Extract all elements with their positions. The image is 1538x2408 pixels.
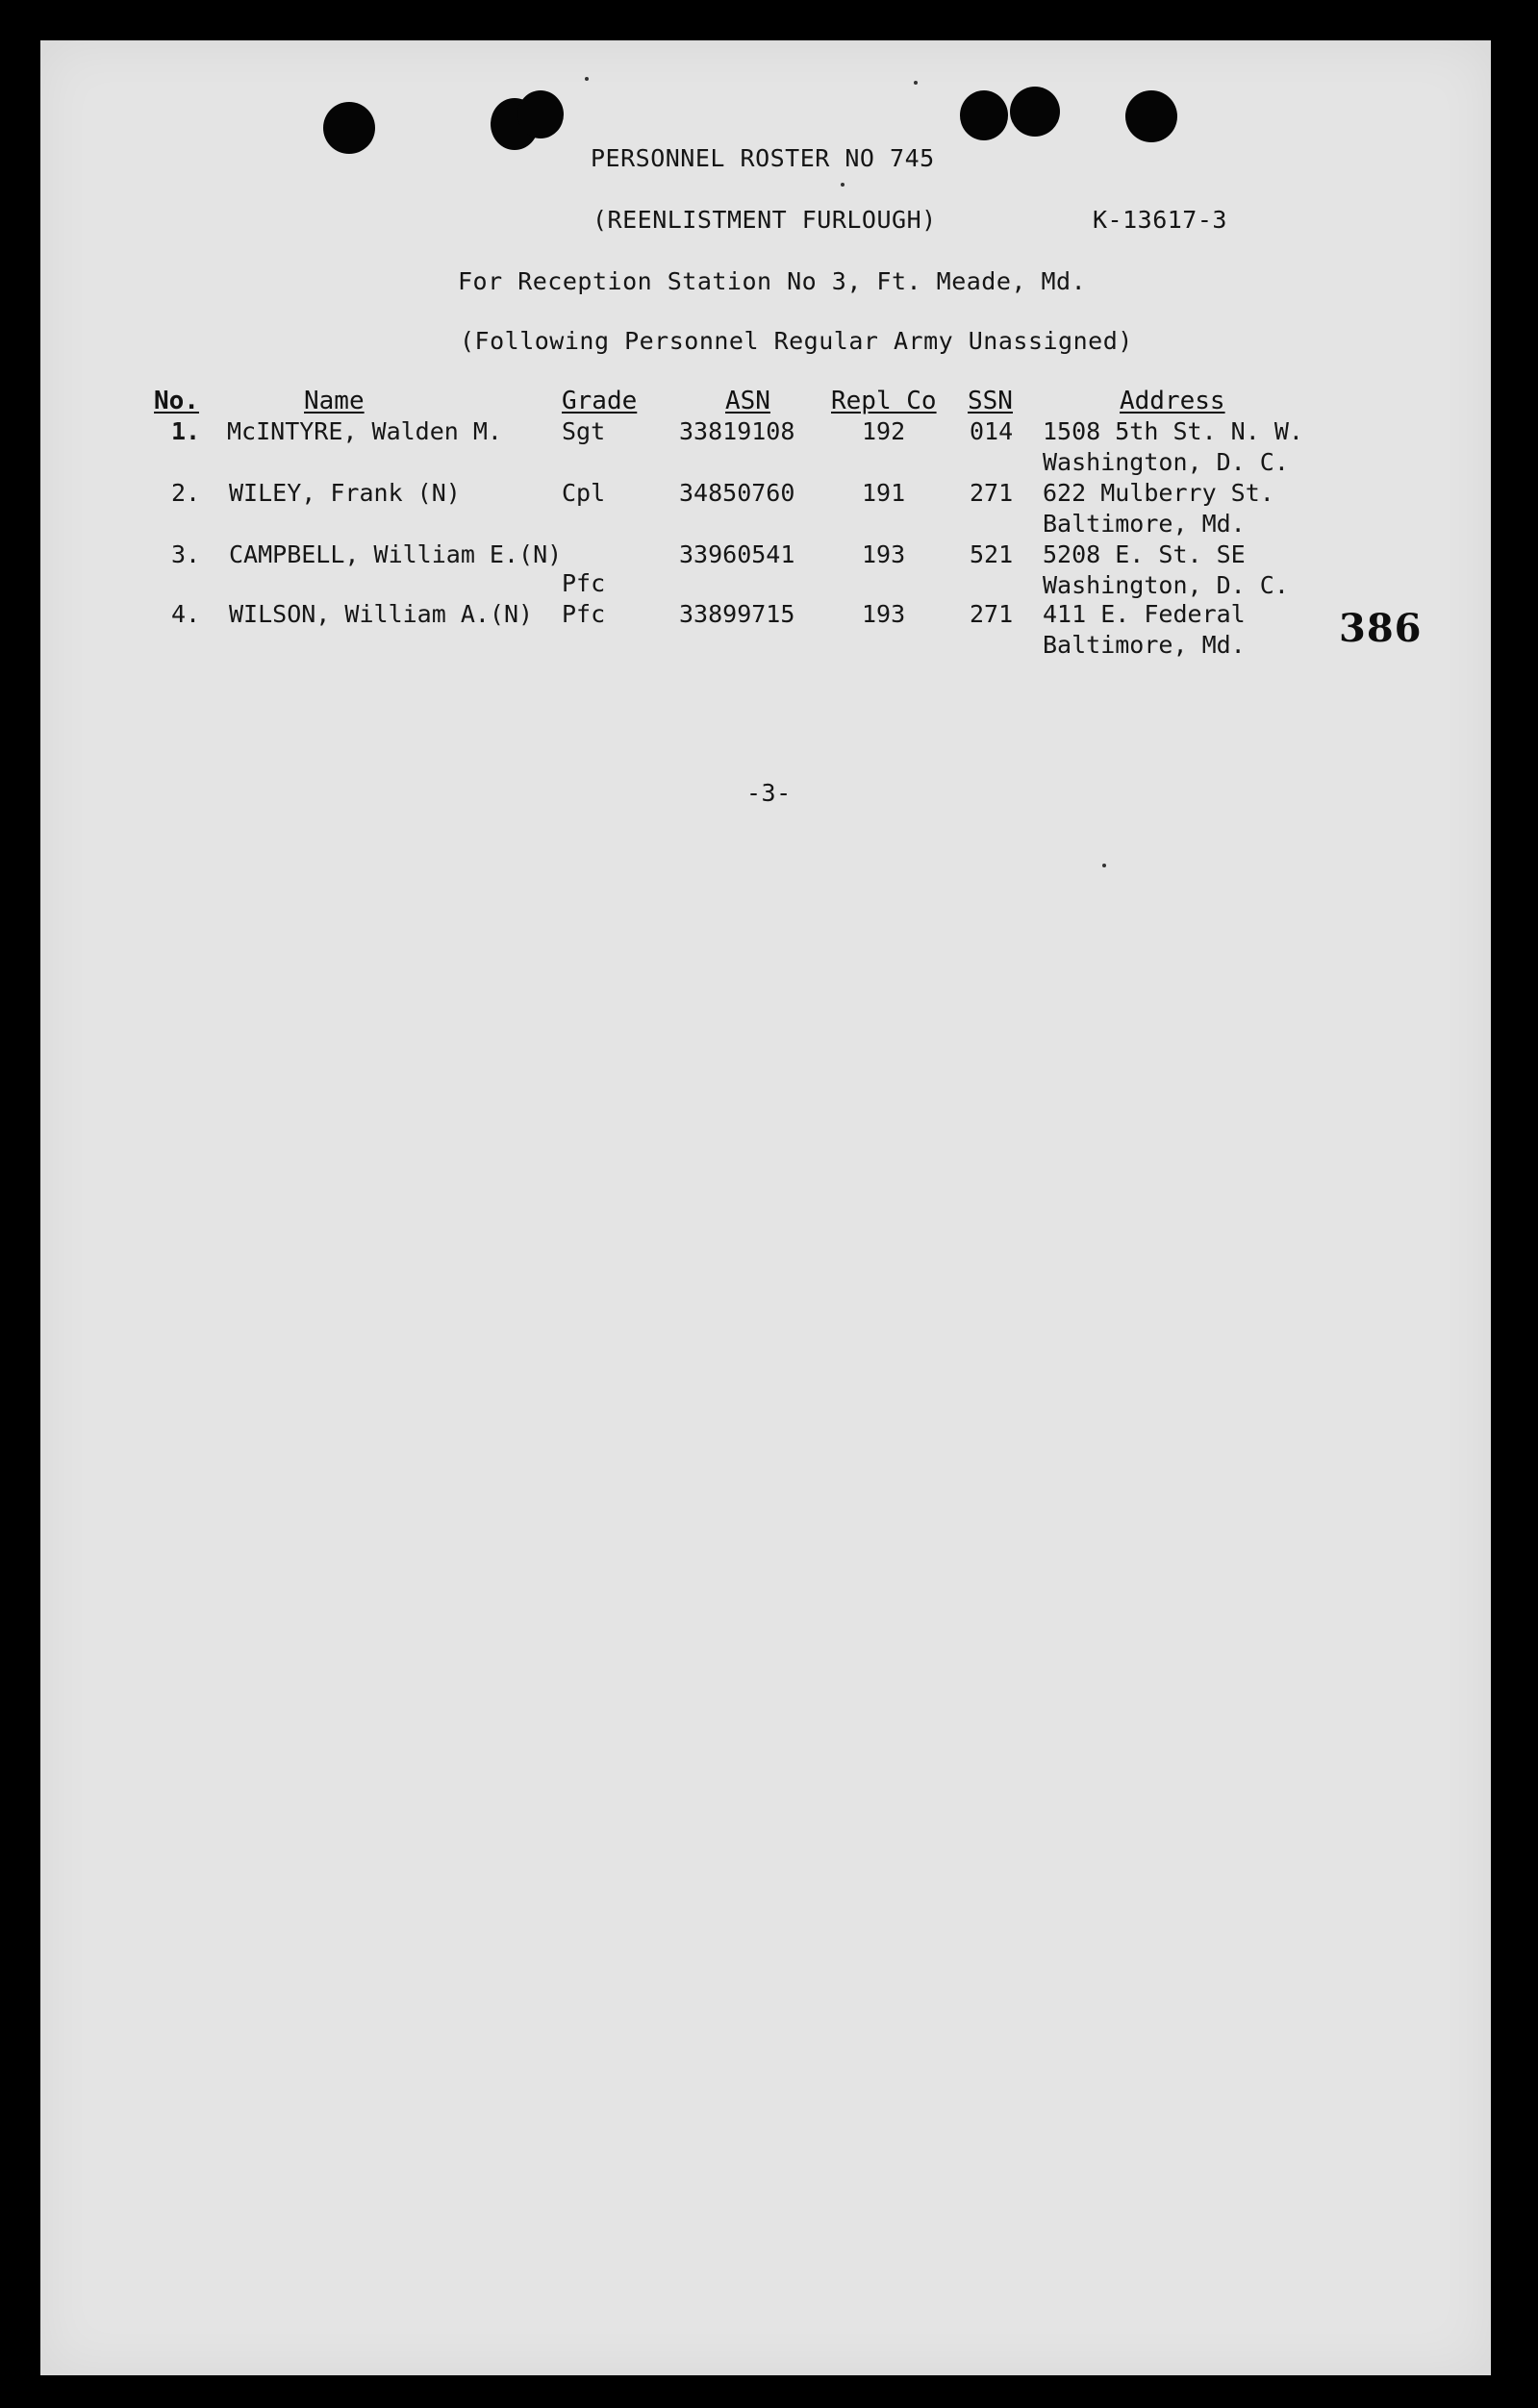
row-1-repl-co: 192 [862,417,906,445]
speck [841,183,845,187]
column-header-repl-co: Repl Co [831,387,937,415]
punch-hole [1010,87,1060,137]
column-header-asn: ASN [725,387,770,415]
punch-hole [323,102,375,154]
punch-hole [517,90,564,138]
column-header-name: Name [304,387,365,415]
row-3-repl-co: 193 [862,540,906,568]
row-4-address-line-1: 411 E. Federal [1043,600,1246,628]
punch-hole [960,90,1008,140]
row-2-no: 2. [171,479,201,507]
row-2-ssn: 271 [970,479,1014,507]
file-code: K-13617-3 [1093,206,1227,234]
column-header-no: No. [154,387,199,415]
row-3-address-line-2: Washington, D. C. [1043,571,1289,599]
row-2-address-line-2: Baltimore, Md. [1043,510,1246,538]
row-1-no: 1. [171,417,201,445]
roster-subtitle: (REENLISTMENT FURLOUGH) [593,206,937,234]
row-2-repl-co: 191 [862,479,906,507]
row-3-ssn: 521 [970,540,1014,568]
station-line: For Reception Station No 3, Ft. Meade, Md. [458,267,1087,295]
row-4-grade: Pfc [562,600,606,628]
column-header-ssn: SSN [968,387,1013,415]
row-3-grade: Pfc [562,569,606,597]
speck [914,81,918,85]
note-line: (Following Personnel Regular Army Unassigned) [460,327,1133,355]
stamp-number: 386 [1339,606,1423,651]
row-4-name: WILSON, William A.(N) [229,600,534,628]
row-4-ssn: 271 [970,600,1014,628]
row-1-name: McINTYRE, Walden M. [227,417,502,445]
row-3-asn: 33960541 [679,540,795,568]
speck [1102,864,1106,867]
row-3-address-line-1: 5208 E. St. SE [1043,540,1246,568]
row-1-address-line-1: 1508 5th St. N. W. [1043,417,1303,445]
row-4-no: 4. [171,600,201,628]
row-1-grade: Sgt [562,417,606,445]
row-2-address-line-1: 622 Mulberry St. [1043,479,1274,507]
row-4-asn: 33899715 [679,600,795,628]
row-3-no: 3. [171,540,201,568]
roster-title: PERSONNEL ROSTER NO 745 [591,144,935,172]
column-header-grade: Grade [562,387,638,415]
row-4-repl-co: 193 [862,600,906,628]
column-header-address: Address [1120,387,1225,415]
speck [585,77,589,81]
page-number: -3- [746,779,792,807]
row-1-address-line-2: Washington, D. C. [1043,448,1289,476]
row-2-asn: 34850760 [679,479,795,507]
row-2-name: WILEY, Frank (N) [229,479,461,507]
punch-hole [1125,90,1177,142]
row-4-address-line-2: Baltimore, Md. [1043,631,1246,659]
row-3-name: CAMPBELL, William E.(N) [229,540,563,568]
row-1-ssn: 014 [970,417,1014,445]
row-1-asn: 33819108 [679,417,795,445]
row-2-grade: Cpl [562,479,606,507]
